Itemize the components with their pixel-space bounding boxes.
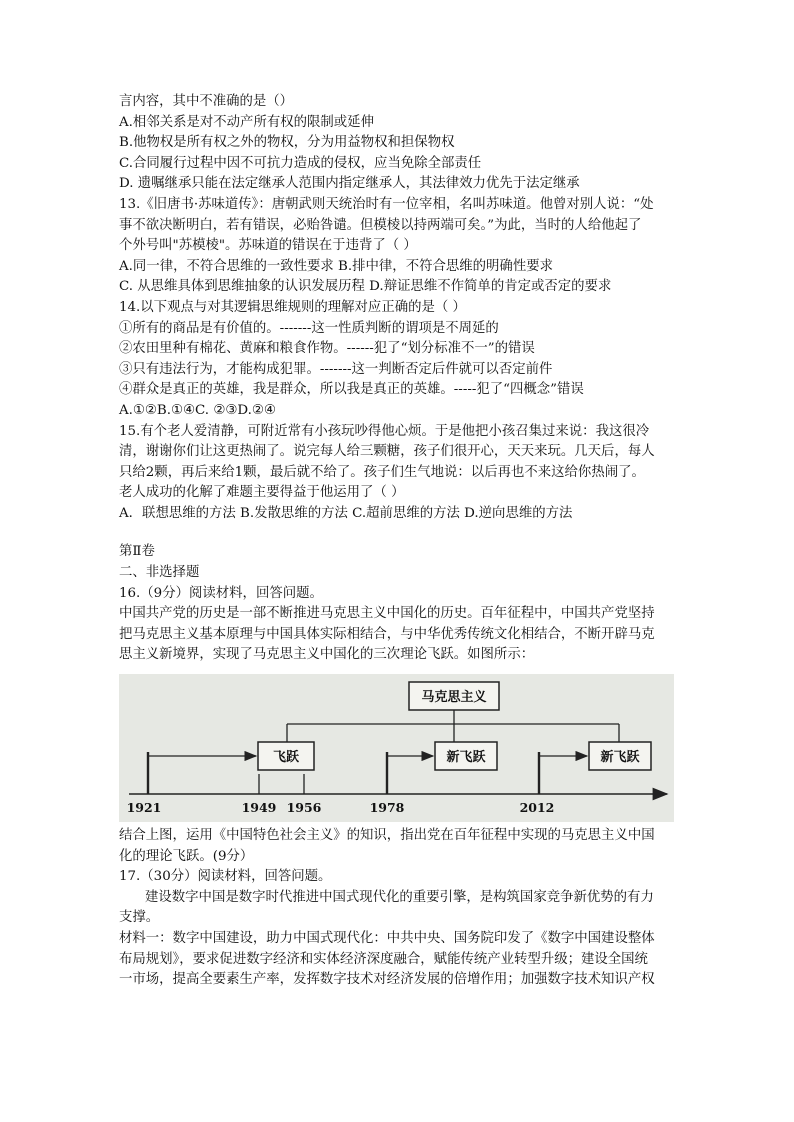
question-16-material-line2: 把马克思主义基本原理与中国具体实际相结合，与中华优秀传统文化相结合，不断开辟马克 xyxy=(119,626,655,642)
section-two xyxy=(119,542,679,666)
marxism-label: 马克思主义 xyxy=(421,690,487,706)
leap-label-3: 新飞跃 xyxy=(600,750,640,766)
question-16-task-line2: 化的理论飞跃。(9分） xyxy=(119,848,254,864)
option-c: C.合同履行过程中因不可抗力造成的侵权，应当免除全部责任 xyxy=(119,155,482,171)
question-13-line2: 事不欲决断明白，若有错误，必贻咎谴。但模棱以持两端可矣。”为此，当时的人给他起了 xyxy=(119,217,642,233)
spacer xyxy=(119,524,679,542)
question-16-task-and-17 xyxy=(119,826,679,991)
question-13-options-ab: A.同一律，不符合思维的一致性要求 B.排中律，不符合思维的明确性要求 xyxy=(119,258,553,274)
question-14-item3: ③只有违法行为，才能构成犯罪。-------这一判断否定后件就可以否定前件 xyxy=(119,361,553,377)
material-one-line3: 一市场，提高全要素生产率，发挥数字技术对经济发展的倍增作用；加强数字技术知识产权 xyxy=(119,972,655,988)
questions-block xyxy=(119,92,679,524)
question-15-options: A．联想思维的方法 B.发散思维的方法 C.超前思维的方法 D.逆向思维的方法 xyxy=(119,505,573,521)
leap-label-1: 飞跃 xyxy=(272,750,300,766)
option-d: D. 遗嘱继承只能在法定继承人范围内指定继承人，其法律效力优先于法定继承 xyxy=(119,176,580,192)
question-16-material-line3: 思主义新境界，实现了马克思主义中国化的三次理论飞跃。如图所示： xyxy=(119,647,535,663)
timeline-diagram xyxy=(119,674,674,822)
question-15-line4: 老人成功的化解了难题主要得益于他运用了（ ） xyxy=(119,485,405,501)
option-b: B.他物权是所有权之外的物权，分为用益物权和担保物权 xyxy=(119,135,455,151)
exam-page xyxy=(119,92,679,991)
material-one-line2: 布局规划》，要求促进数字经济和实体经济深度融合，赋能传统产业转型升级；建设全国统 xyxy=(119,951,648,967)
question-14-item1: ①所有的商品是有价值的。-------这一性质判断的谓项是不周延的 xyxy=(119,320,499,336)
year-1921: 1921 xyxy=(126,800,162,816)
question-13-options-cd: C. 从思维具体到思维抽象的认识发展历程 D.辩证思维不作简单的肯定或否定的要求 xyxy=(119,279,612,295)
text-line: 言内容，其中不准确的是（） xyxy=(119,94,294,109)
question-17: 17.（30分）阅读材料，回答问题。 xyxy=(119,869,332,885)
question-15: 15.有个老人爱清静，可附近常有小孩玩吵得他心烦。于是他把小孩召集过来说：我这很冷 xyxy=(119,423,650,439)
year-1978: 1978 xyxy=(369,800,405,816)
question-16: 16.（9分）阅读材料，回答问题。 xyxy=(119,585,323,601)
question-13: 13.《旧唐书·苏味道传》：唐朝武则天统治时有一位宰相，名叫苏味道。他曾对别人说：“处 xyxy=(119,196,654,212)
question-17-intro-line1: 建设数字中国是数字时代推进中国式现代化的重要引擎，是构筑国家竞争新优势的有力 xyxy=(145,889,654,905)
question-16-task-line1: 结合上图，运用《中国特色社会主义》的知识，指出党在百年征程中实现的马克思主义中国 xyxy=(119,828,655,844)
question-15-line2: 清，谢谢你们让这更热闹了。说完每人给三颗糖，孩子们很开心，天天来玩。几天后，每人 xyxy=(119,444,655,460)
section-heading: 二、非选择题 xyxy=(119,565,200,581)
year-1949: 1949 xyxy=(241,800,277,816)
option-a: A.相邻关系是对不动产所有权的限制或延伸 xyxy=(119,114,374,130)
question-16-material-line1: 中国共产党的历史是一部不断推进马克思主义中国化的历史。百年征程中，中国共产党坚持 xyxy=(119,606,655,622)
question-15-line3: 只给2颗，再后来给1颗，最后就不给了。孩子们生气地说：以后再也不来这给你热闹了。 xyxy=(119,464,645,480)
question-14: 14.以下观点与对其逻辑思维规则的理解对应正确的是（ ） xyxy=(119,299,466,315)
question-14-item4: ④群众是真正的英雄，我是群众，所以我是真正的英雄。-----犯了“四概念”错误 xyxy=(119,382,584,398)
leap-label-2: 新飞跃 xyxy=(446,750,486,766)
question-14-item2: ②农田里种有棉花、黄麻和粮食作物。------犯了“划分标准不一”的错误 xyxy=(119,341,535,357)
question-14-options: A.①②B.①④C. ②③D.②④ xyxy=(119,402,276,418)
question-17-intro-line2: 支撑。 xyxy=(119,910,160,926)
year-1956: 1956 xyxy=(286,800,322,816)
material-one-line1: 材料一：数字中国建设，助力中国式现代化：中共中央、国务院印发了《数字中国建设整体 xyxy=(119,931,655,946)
volume-heading: 第Ⅱ卷 xyxy=(119,544,155,560)
year-2012: 2012 xyxy=(519,800,555,816)
question-13-line3: 个外号叫"苏模棱"。苏味道的错误在于违背了（ ） xyxy=(119,238,417,254)
